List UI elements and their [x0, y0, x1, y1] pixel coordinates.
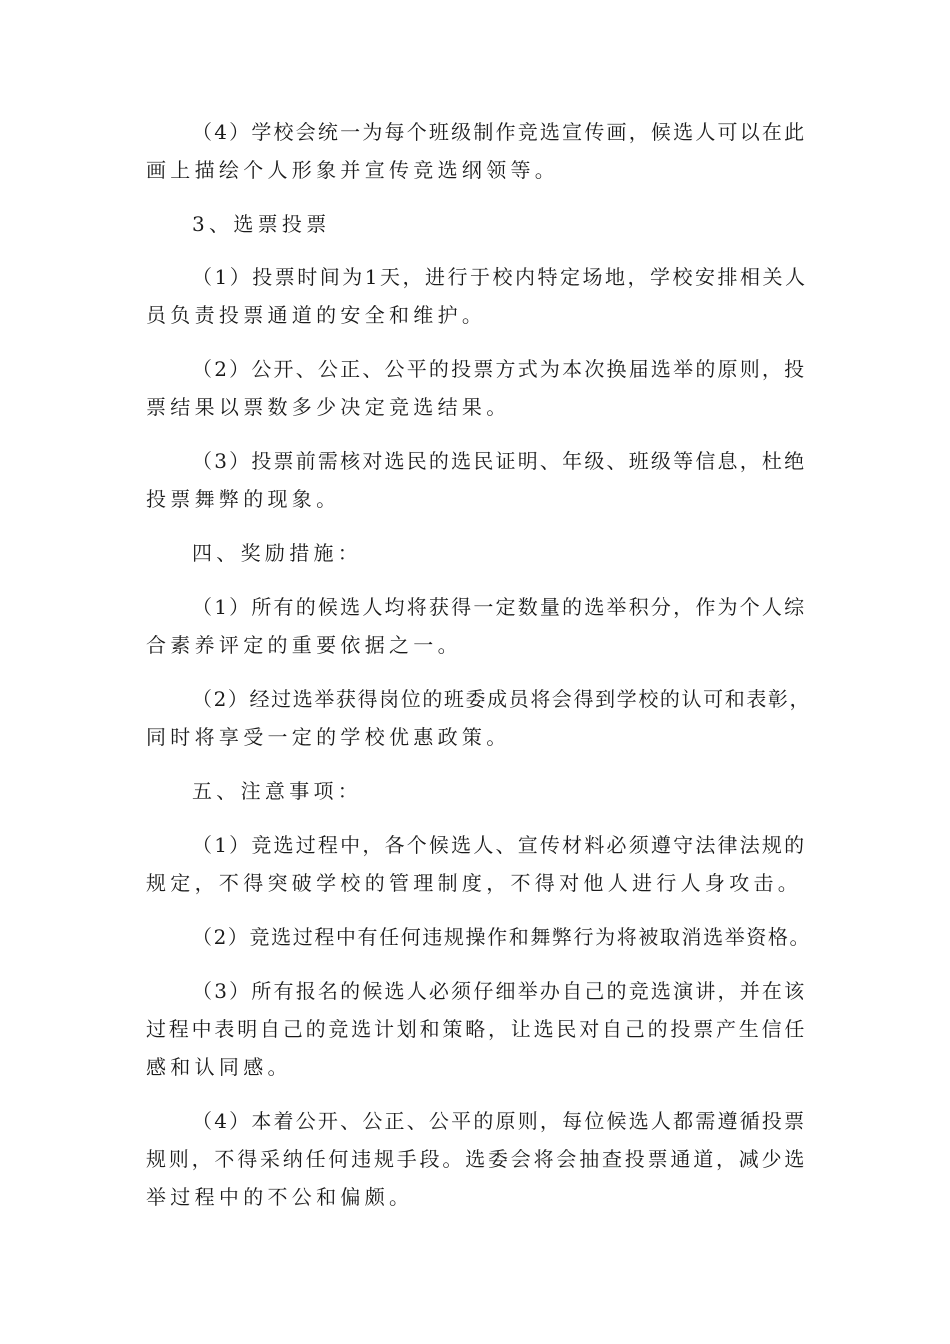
paragraph-line: （3）所有报名的候选人必须仔细举办自己的竞选演讲，并在该: [192, 979, 807, 1003]
paragraph-line: 同时将享受一定的学校优惠政策。: [146, 725, 511, 749]
paragraph-line: （2）公开、公正、公平的投票方式为本次换届选举的原则，投: [192, 357, 807, 381]
paragraph-line: （1）所有的候选人均将获得一定数量的选举积分，作为个人综: [192, 595, 807, 619]
paragraph-line: 感和认同感。: [146, 1055, 292, 1079]
paragraph-line: 过程中表明自己的竞选计划和策略，让选民对自己的投票产生信任: [146, 1017, 808, 1041]
paragraph-line: 举过程中的不公和偏颇。: [146, 1185, 414, 1209]
paragraph-line: 规则，不得采纳任何违规手段。选委会将会抽查投票通道，减少选: [146, 1147, 808, 1171]
paragraph-line: （1）投票时间为1天，进行于校内特定场地，学校安排相关人: [192, 265, 808, 289]
paragraph-line: 票结果以票数多少决定竞选结果。: [146, 395, 511, 419]
paragraph-line: （3）投票前需核对选民的选民证明、年级、班级等信息，杜绝: [192, 449, 807, 473]
paragraph-line: （4）学校会统一为每个班级制作竞选宣传画，候选人可以在此: [192, 120, 807, 144]
paragraph-line: （1）竞选过程中，各个候选人、宣传材料必须遵守法律法规的: [192, 833, 807, 857]
paragraph-line: 画上描绘个人形象并宣传竞选纲领等。: [146, 158, 560, 182]
paragraph-line: 合素养评定的重要依据之一。: [146, 633, 462, 657]
paragraph-line: 规定，不得突破学校的管理制度，不得对他人进行人身攻击。: [146, 871, 803, 895]
paragraph-line: 员负责投票通道的安全和维护。: [146, 303, 487, 327]
paragraph-line: 投票舞弊的现象。: [146, 487, 341, 511]
paragraph-line: （2）经过选举获得岗位的班委成员将会得到学校的认可和表彰，: [192, 687, 812, 711]
section-heading: 五、注意事项：: [192, 779, 363, 803]
section-heading: 四、奖励措施：: [192, 541, 363, 565]
paragraph-line: （4）本着公开、公正、公平的原则，每位候选人都需遵循投票: [192, 1109, 807, 1133]
paragraph-line: （2）竞选过程中有任何违规操作和舞弊行为将被取消选举资格。: [192, 925, 812, 949]
section-heading: 3、选票投票: [192, 212, 331, 236]
